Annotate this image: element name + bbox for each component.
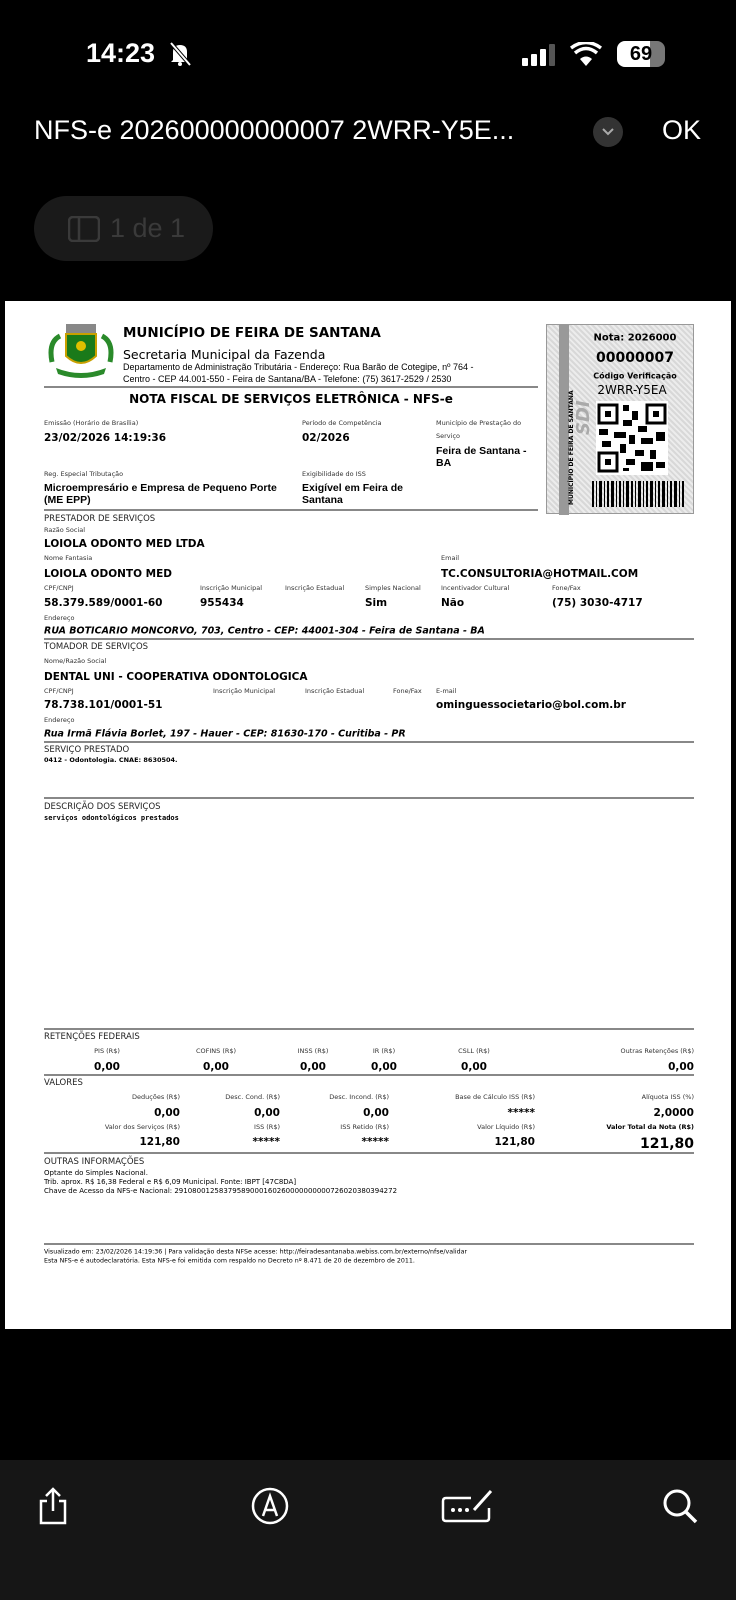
- simples-nacional-label: Simples Nacional: [365, 584, 421, 592]
- chevron-down-icon: [593, 117, 623, 147]
- tomador-cpf-label: CPF/CNPJ: [44, 687, 74, 695]
- department-address-line-1: Departamento de Administração Tributária - Endereço: Rua Barão de Cotegipe, nº 764 -: [123, 362, 474, 372]
- retencao-value: 0,00: [668, 1061, 694, 1073]
- valor-value: 121,80: [494, 1136, 535, 1148]
- incentivador-cultural-value: Não: [441, 597, 465, 609]
- outras-line-2: Trib. aprox. R$ 16,38 Federal e R$ 6,09 Municipal. Fonte: IBPT [47C8DA]: [44, 1178, 297, 1186]
- valor-value: 121,80: [139, 1136, 180, 1148]
- battery-indicator: [617, 41, 665, 67]
- tomador-fone-label: Fone/Fax: [393, 687, 422, 695]
- document-title: NFS-e 202600000000007 2WRR-Y5E...: [34, 115, 515, 145]
- emissao-label: Emissão (Horário de Brasília): [44, 419, 139, 427]
- valores-section-title: VALORES: [44, 1078, 83, 1088]
- reg-especial-label: Reg. Especial Tributação: [44, 470, 124, 478]
- valor-value: *****: [252, 1136, 280, 1148]
- tomador-endereco-label: Endereço: [44, 716, 75, 724]
- valor-value: 0,00: [363, 1107, 389, 1119]
- razao-social-value: LOIOLA ODONTO MED LTDA: [44, 538, 205, 550]
- share-icon: [33, 1486, 73, 1526]
- valor-label: Desc. Incond. (R$): [329, 1093, 389, 1101]
- title-menu-button[interactable]: [593, 117, 623, 147]
- prestador-cpf-label: CPF/CNPJ: [44, 584, 74, 592]
- valor-value: 0,00: [254, 1107, 280, 1119]
- signature-icon: [441, 1486, 495, 1526]
- tomador-nome-label: Nome/Razão Social: [44, 657, 107, 665]
- razao-social-label: Razão Social: [44, 526, 86, 534]
- bell-slash-icon: [168, 41, 192, 67]
- retencoes-section-title: RETENÇÕES FEDERAIS: [44, 1032, 140, 1042]
- simples-nacional-value: Sim: [365, 597, 388, 609]
- retencao-value: 0,00: [203, 1061, 229, 1073]
- servico-code: 0412 - Odontologia. CNAE: 8630504.: [44, 756, 178, 764]
- valor-label: Alíquota ISS (%): [641, 1093, 694, 1101]
- tomador-cpf-value: 78.738.101/0001-51: [44, 699, 163, 711]
- incentivador-cultural-label: Incentivador Cultural: [441, 584, 510, 592]
- municipio-value-2: BA: [436, 457, 452, 469]
- retencao-label: CSLL (R$): [458, 1047, 490, 1055]
- tomador-ie-label: Inscrição Estadual: [305, 687, 365, 695]
- municipio-label-1: Município de Prestação do: [436, 419, 522, 427]
- tomador-endereco-value: Rua Irmã Flávia Borlet, 197 - Hauer - CEP: 81630-170 - Curitiba - PR: [44, 728, 406, 740]
- nota-number: 00000007: [596, 350, 674, 366]
- form-fill-button[interactable]: [441, 1486, 495, 1526]
- nome-fantasia-value: LOIOLA ODONTO MED: [44, 568, 172, 580]
- secretaria-name: Secretaria Municipal da Fazenda: [123, 347, 326, 362]
- barcode: [592, 481, 688, 507]
- valor-value: 0,00: [154, 1107, 180, 1119]
- retencao-value: 0,00: [371, 1061, 397, 1073]
- valor-label: Valor Total da Nota (R$): [606, 1123, 694, 1131]
- valor-value: *****: [507, 1107, 535, 1119]
- retencao-label: COFINS (R$): [195, 1047, 237, 1055]
- outras-line-1: Optante do Simples Nacional.: [44, 1169, 148, 1177]
- tomador-section-title: TOMADOR DE SERVIÇOS: [44, 642, 149, 652]
- search-button[interactable]: [660, 1486, 700, 1526]
- descricao-section-title: DESCRIÇÃO DOS SERVIÇOS: [44, 802, 161, 812]
- periodo-value: 02/2026: [302, 432, 350, 444]
- retencao-label: PIS (R$): [94, 1047, 120, 1055]
- retencao-value: 0,00: [461, 1061, 487, 1073]
- reg-especial-value-1: Microempresário e Empresa de Pequeno Porte: [44, 482, 277, 494]
- verification-code: 2WRR-Y5EA: [597, 383, 667, 397]
- share-button[interactable]: [33, 1486, 73, 1526]
- outras-line-3: Chave de Acesso da NFS-e Nacional: 29108001258379589000160260000000000726020380394272: [44, 1187, 398, 1195]
- exigibilidade-value-2: Santana: [302, 494, 343, 506]
- exigibilidade-value-1: Exigível em Feira de: [302, 482, 403, 494]
- retencao-label: INSS (R$): [297, 1047, 329, 1055]
- municipio-value-1: Feira de Santana -: [436, 445, 527, 457]
- valor-label: ISS (R$): [254, 1123, 280, 1131]
- verification-stamp: [546, 324, 694, 514]
- bottom-toolbar: [0, 1460, 736, 1600]
- tomador-nome-value: DENTAL UNI - COOPERATIVA ODONTOLOGICA: [44, 671, 308, 683]
- status-time: 14:23: [86, 38, 156, 68]
- footer-line-2: Esta NFS-e é autodeclaratória. Esta NFS-e foi emitida com respaldo no Decreto nº 8.471 de 20 de dezembro de 2011.: [44, 1257, 415, 1265]
- valor-label: Valor dos Serviços (R$): [104, 1123, 180, 1131]
- document-title: NOTA FISCAL DE SERVIÇOS ELETRÔNICA - NFS-e: [129, 392, 453, 406]
- verification-code-label: Código Verificação: [593, 371, 677, 381]
- periodo-label: Período de Competência: [302, 419, 382, 427]
- markup-button[interactable]: [250, 1486, 290, 1526]
- tomador-im-label: Inscrição Municipal: [213, 687, 276, 695]
- descricao-text: serviços odontológicos prestados: [44, 814, 179, 822]
- valor-label: Desc. Cond. (R$): [225, 1093, 280, 1101]
- tomador-email-label: E-mail: [436, 687, 457, 695]
- emissao-value: 23/02/2026 14:19:36: [44, 432, 167, 444]
- tomador-email-value: ominguessocietario@bol.com.br: [436, 699, 626, 711]
- municipio-label-2: Serviço: [436, 432, 461, 440]
- retencao-value: 0,00: [94, 1061, 120, 1073]
- inscricao-municipal-value: 955434: [200, 597, 244, 609]
- valor-label: Base de Cálculo ISS (R$): [455, 1093, 535, 1101]
- page-indicator[interactable]: [34, 196, 213, 261]
- municipal-coat-of-arms-logo: [48, 322, 114, 380]
- prestador-email-value: TC.CONSULTORIA@HOTMAIL.COM: [441, 568, 639, 580]
- done-button[interactable]: OK: [662, 115, 702, 145]
- qr-code: [596, 401, 668, 475]
- footer-line-1: Visualizado em: 23/02/2026 14:19:36 | Para validação desta NFSe acesse: http://feiradesantanaba.webiss.com.br/externo/nfse/validar: [44, 1248, 468, 1256]
- prestador-section-title: PRESTADOR DE SERVIÇOS: [44, 514, 156, 524]
- battery-level: 69: [629, 43, 653, 65]
- exigibilidade-label: Exigibilidade do ISS: [302, 470, 366, 478]
- signal-icon: [522, 44, 556, 66]
- valor-value: 2,0000: [653, 1107, 694, 1119]
- servico-section-title: SERVIÇO PRESTADO: [44, 745, 130, 755]
- outras-section-title: OUTRAS INFORMAÇÕES: [44, 1157, 145, 1167]
- nome-fantasia-label: Nome Fantasia: [44, 554, 93, 562]
- inscricao-municipal-label: Inscrição Municipal: [200, 584, 263, 592]
- valor-value: 121,80: [639, 1136, 694, 1152]
- markup-pen-icon: [250, 1486, 290, 1526]
- wifi-icon: [570, 42, 602, 66]
- retencao-label: IR (R$): [372, 1047, 396, 1055]
- department-address-line-2: Centro - CEP 44.001-550 - Feira de Santana/BA - Telefone: (75) 3617-2529 / 2530: [123, 374, 452, 384]
- prestador-fone-value: (75) 3030-4717: [552, 597, 643, 609]
- nfse-document: [5, 301, 731, 1329]
- retencao-label: Outras Retenções (R$): [620, 1047, 694, 1055]
- municipality-name: MUNICÍPIO DE FEIRA DE SANTANA: [123, 325, 381, 341]
- valor-value: *****: [361, 1136, 389, 1148]
- sidebar-icon: [68, 216, 100, 242]
- valor-label: Valor Líquido (R$): [477, 1123, 535, 1131]
- valor-label: Deduções (R$): [132, 1093, 180, 1101]
- inscricao-estadual-label: Inscrição Estadual: [285, 584, 345, 592]
- stamp-side-text: MUNICÍPIO DE FEIRA DE SANTANA: [568, 390, 575, 505]
- valor-label: ISS Retido (R$): [340, 1123, 389, 1131]
- retencao-value: 0,00: [300, 1061, 326, 1073]
- prestador-endereco-value: RUA BOTICARIO MONCORVO, 703, Centro - CEP: 44001-304 - Feira de Santana - BA: [44, 625, 485, 637]
- sdi-logo: SDI: [573, 400, 594, 435]
- prestador-cpf-value: 58.379.589/0001-60: [44, 597, 163, 609]
- nota-label: Nota: 2026000: [593, 332, 677, 344]
- prestador-endereco-label: Endereço: [44, 614, 75, 622]
- reg-especial-value-2: (ME EPP): [44, 494, 91, 506]
- prestador-email-label: Email: [441, 554, 460, 562]
- prestador-fone-label: Fone/Fax: [552, 584, 581, 592]
- page-count: 1 de 1: [110, 213, 186, 243]
- search-icon: [660, 1486, 700, 1526]
